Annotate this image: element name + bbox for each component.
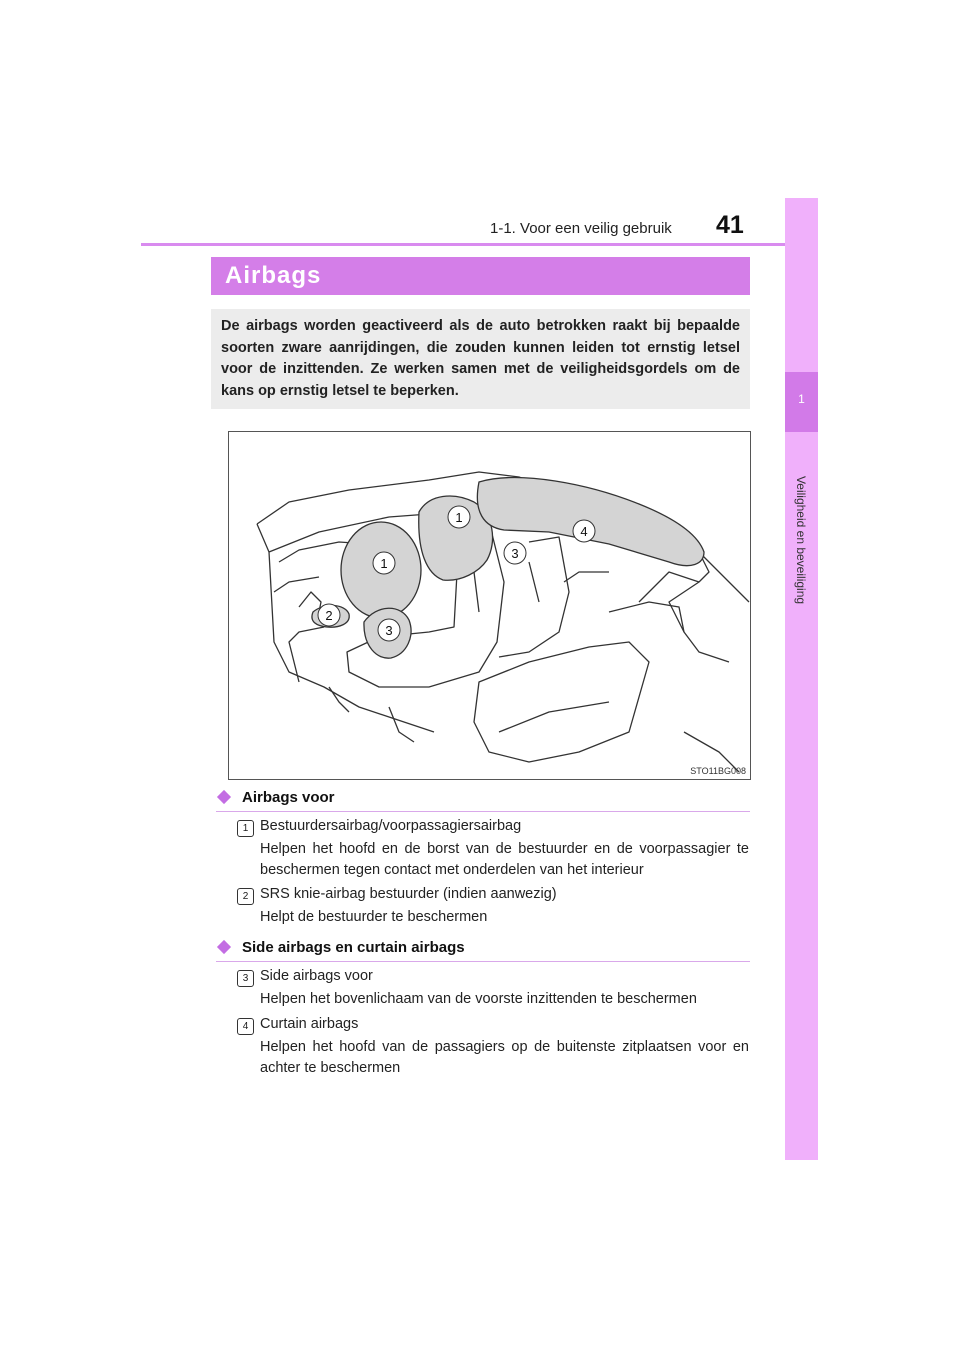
figure-code: STO11BG008 <box>690 766 746 776</box>
item-title: SRS knie-airbag bestuurder (indien aanwezig) <box>260 886 557 902</box>
callout-2: 2 <box>325 608 333 623</box>
callout-1-passenger: 1 <box>455 510 463 525</box>
subheading-text: Side airbags en curtain airbags <box>242 939 465 956</box>
list-item <box>237 818 749 880</box>
list-item <box>237 1016 749 1078</box>
callout-1-driver: 1 <box>380 556 388 571</box>
section-title: 1-1. Voor een veilig gebruik <box>490 220 672 237</box>
side-tab-label: Veiligheid en beveiliging <box>794 475 808 605</box>
item-number-badge: 4 <box>237 1018 254 1035</box>
item-title: Bestuurdersairbag/voorpassagiersairbag <box>260 818 522 834</box>
callout-3-passenger: 3 <box>511 546 519 561</box>
item-description: Helpen het hoofd van de passagiers op de buitenste zitplaatsen voor en achter te beschermen <box>260 1039 749 1076</box>
airbag-illustration <box>228 431 751 780</box>
callout-3-driver: 3 <box>385 623 393 638</box>
side-tab-number: 1 <box>798 392 805 406</box>
item-title: Side airbags voor <box>260 968 373 984</box>
page-title: Airbags <box>225 262 322 289</box>
car-interior-drawing <box>229 432 750 779</box>
intro-text: De airbags worden geactiveerd als de auto betrokken raakt bij bepaalde soorten zware aanrijdingen, die zouden kunnen leiden tot ernstig letsel voor de inzittenden. Ze werken samen met de veiligheidsgordels om de kans op ernstig letsel te beperken. <box>221 318 740 399</box>
item-description: Helpen het bovenlichaam van de voorste inzittenden te beschermen <box>260 991 697 1007</box>
diamond-icon <box>217 940 231 954</box>
intro-box <box>211 309 750 409</box>
callout-4: 4 <box>580 524 588 539</box>
list-item <box>237 968 749 1010</box>
item-title: Curtain airbags <box>260 1016 359 1032</box>
item-number-badge: 1 <box>237 820 254 837</box>
diamond-icon <box>217 790 231 804</box>
title-bar <box>211 257 750 295</box>
list-item <box>237 886 749 928</box>
item-number-badge: 2 <box>237 888 254 905</box>
subheading-side-curtain-airbags <box>216 939 750 962</box>
subheading-front-airbags <box>216 789 750 812</box>
item-number-badge: 3 <box>237 970 254 987</box>
item-description: Helpen het hoofd en de borst van de bestuurder en de voorpassagier te beschermen tegen contact met onderdelen van het interieur <box>260 841 749 878</box>
subheading-text: Airbags voor <box>242 789 335 806</box>
header-rule <box>141 243 818 246</box>
item-description: Helpt de bestuurder te beschermen <box>260 909 488 925</box>
side-tab <box>785 198 818 1160</box>
page-number: 41 <box>716 211 744 239</box>
